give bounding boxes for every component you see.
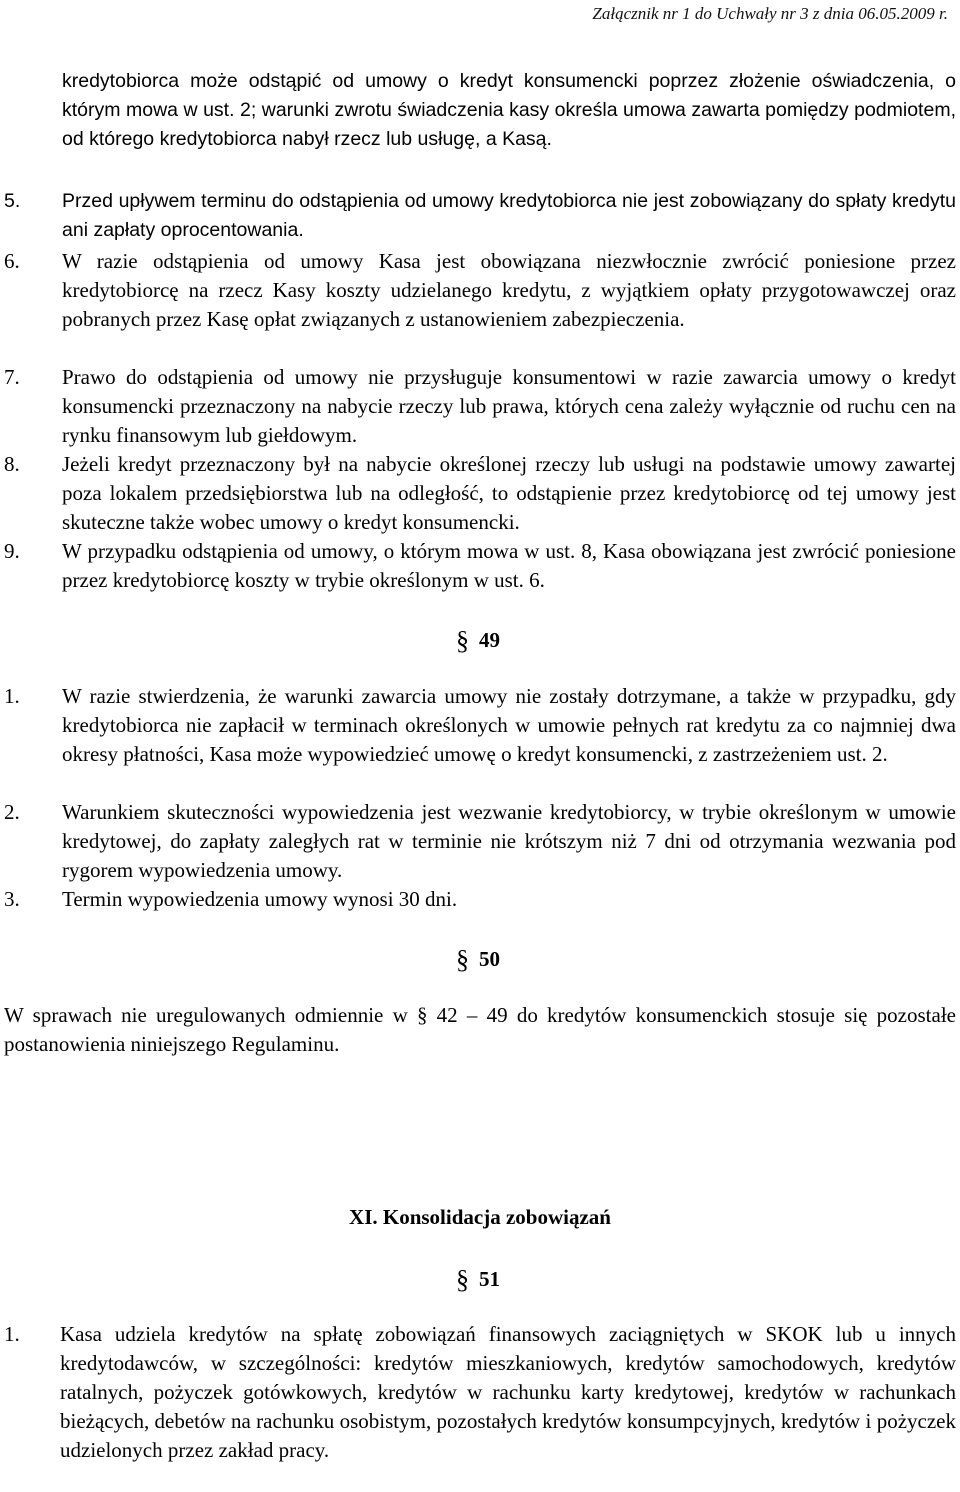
chapter-title: XI. Konsolidacja zobowiązań	[349, 1205, 611, 1229]
section48-item-8	[0, 450, 956, 537]
item-number: 5.	[4, 190, 21, 212]
section51-item-1	[0, 1320, 956, 1465]
item-text: W przypadku odstąpienia od umowy, o którym mowa w ust. 8, Kasa obowiązana jest zwrócić poniesione przez kredytobiorcę koszty w trybie określonym w ust. 6.	[62, 539, 956, 592]
item-text: Kasa udziela kredytów na spłatę zobowiązań finansowych zaciągniętych w SKOK lub u innych kredytodawców, w szczególności: kredytów mieszkaniowych, kredytów samochodowych, kredytów ratalnych, pożyczek gotówkowych, kredytów w rachunku karty kredytowej, kredytów w rachunkach bieżących, debetów na rachunku osobistym, pozostałych kredytów konsumpcyjnych, kredytów i pożyczek udzielonych przez zakład pracy.	[60, 1322, 956, 1462]
paragraph-sign-icon: §	[456, 626, 469, 655]
item-number: 1.	[4, 684, 20, 708]
section-number: 49	[479, 628, 500, 652]
section48-continuation: kredytobiorca może odstąpić od umowy o kredyt konsumencki poprzez złożenie oświadczenia, o którym mowa w ust. 2; warunki zwrotu świadczenia kasy określa umowa zawarta pomiędzy podmiotem, od którego kredytobiorca nabył rzecz lub usługę, a Kasą.	[62, 70, 956, 150]
section-number: 50	[479, 947, 500, 971]
section48-item-5	[0, 187, 956, 245]
item-text: W razie stwierdzenia, że warunki zawarcia umowy nie zostały dotrzymane, a także w przypadku, gdy kredytobiorca nie zapłacił w terminach określonych w umowie pełnych rat kredytu za co najmniej dwa okresy płatności, Kasa może wypowiedzieć umowę o kredyt konsumencki, z zastrzeżeniem ust. 2.	[62, 684, 956, 766]
section-49-heading	[456, 624, 500, 654]
section49-item-2	[0, 798, 956, 885]
section49-item-1	[0, 682, 956, 769]
item-number: 9.	[4, 539, 20, 563]
paragraph-sign-icon: §	[456, 1265, 469, 1294]
item-number: 6.	[4, 249, 20, 273]
item-text: Warunkiem skuteczności wypowiedzenia jest wezwanie kredytobiorcy, w trybie określonym w umowie kredytowej, do zapłaty zaległych rat w terminie nie krótszym niż 7 dni od otrzymania wezwania pod rygorem wypowiedzenia umowy.	[62, 800, 956, 882]
section-51-heading	[456, 1263, 500, 1293]
item-text: Jeżeli kredyt przeznaczony był na nabycie określonej rzeczy lub usługi na podstawie umowy zawartej poza lokalem przedsiębiorstwa lub na odległość, to odstąpienie przez kredytobiorcę od tej umowy jest skuteczne także wobec umowy o kredyt konsumencki.	[62, 452, 956, 534]
item-text: W razie odstąpienia od umowy Kasa jest obowiązana niezwłocznie zwrócić poniesione przez kredytobiorcę na rzecz Kasy koszty udzielanego kredytu, z wyjątkiem opłaty przygotowawczej oraz pobranych przez Kasę opłat związanych z ustanowieniem zabezpieczenia.	[62, 249, 956, 331]
section-number: 51	[479, 1267, 500, 1291]
section50-text: W sprawach nie uregulowanych odmiennie w § 42 – 49 do kredytów konsumenckich stosuje się pozostałe postanowienia niniejszego Regulaminu.	[4, 1003, 956, 1056]
item-text: Prawo do odstąpienia od umowy nie przysługuje konsumentowi w razie zawarcia umowy o kredyt konsumencki przeznaczony na nabycie rzeczy lub prawa, których cena zależy wyłącznie od ruchu cen na rynku finansowym lub giełdowym.	[62, 365, 956, 447]
item-number: 2.	[4, 800, 20, 824]
paragraph-sign-icon: §	[456, 945, 469, 974]
item-number: 1.	[4, 1322, 20, 1346]
section49-item-3	[0, 885, 956, 914]
section48-item-7	[0, 363, 956, 450]
section48-item-9	[0, 537, 956, 595]
item-number: 7.	[4, 365, 20, 389]
item-text: Termin wypowiedzenia umowy wynosi 30 dni.	[62, 887, 458, 911]
page-header-note: Załącznik nr 1 do Uchwały nr 3 z dnia 06.05.2009 r.	[592, 4, 948, 23]
item-number: 8.	[4, 452, 20, 476]
item-number: 3.	[4, 887, 20, 911]
section48-item-6	[0, 247, 956, 334]
section-50-heading	[456, 943, 500, 973]
item-text: Przed upływem terminu do odstąpienia od umowy kredytobiorca nie jest zobowiązany do spłaty kredytu ani zapłaty oprocentowania.	[62, 190, 956, 241]
